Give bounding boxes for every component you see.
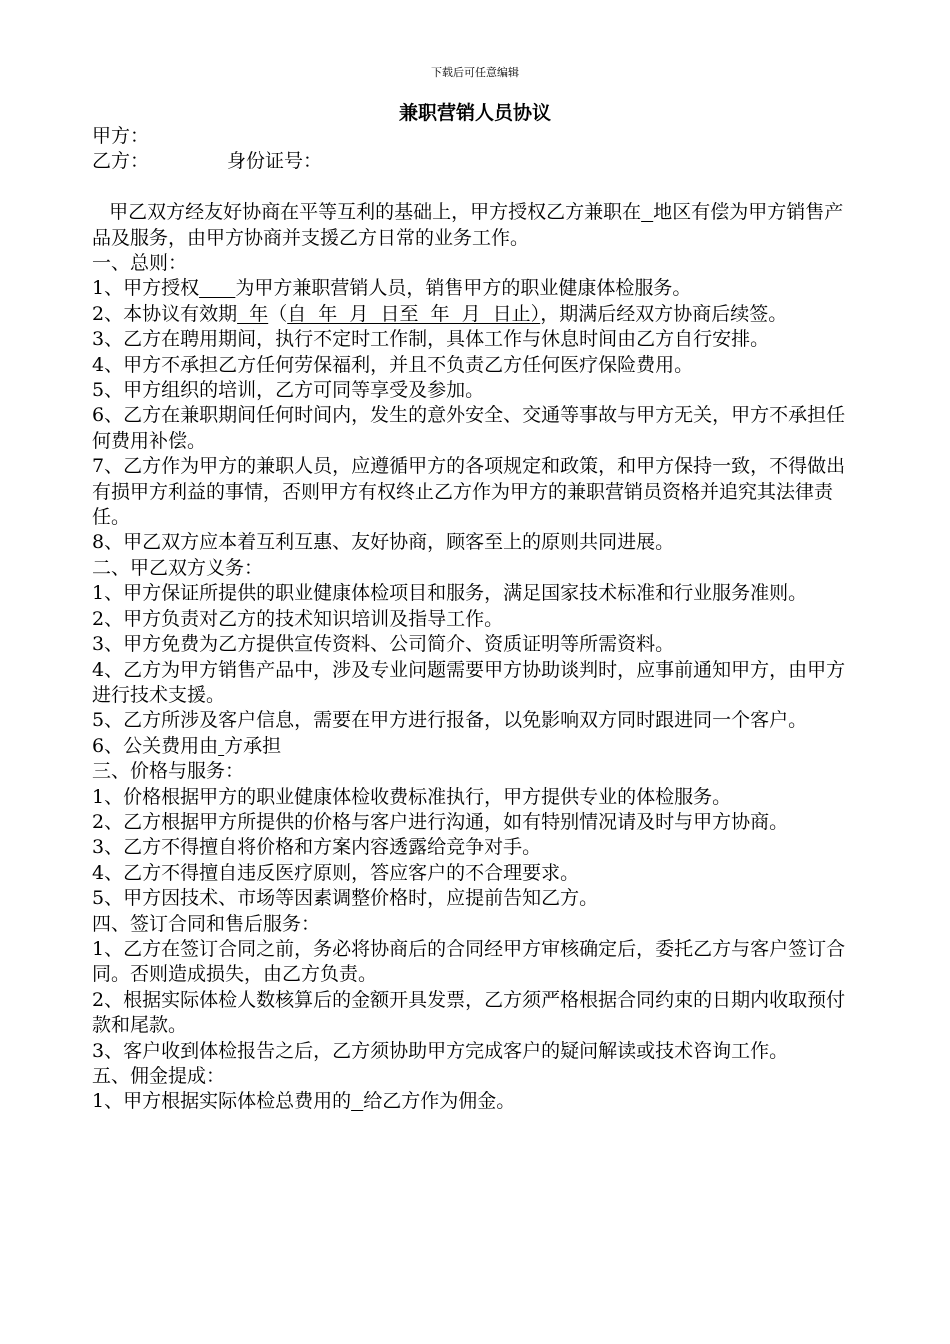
clause: 1、乙方在签订合同之前，务必将协商后的合同经甲方审核确定后，委托乙方与客户签订合同。否则造成损失，由乙方负责。 <box>92 937 846 986</box>
clause-text: 2、本协议有效期 <box>92 302 238 325</box>
clause-text: ，期满后经双方协商后续签。 <box>540 302 788 325</box>
clause: 4、乙方不得擅自违反医疗原则，答应客户的不合理要求。 <box>92 861 580 884</box>
clause: 1、甲方保证所提供的职业健康体检项目和服务，满足国家技术标准和行业服务准则。 <box>92 582 808 605</box>
clause: 5、乙方所涉及客户信息，需要在甲方进行报备，以免影响双方同时跟进同一个客户。 <box>92 709 808 732</box>
clause: 2、根据实际体检人数核算后的金额开具发票，乙方须严格根据合同约束的日期内收取预付款和尾款。 <box>92 988 846 1037</box>
clause: 1、价格根据甲方的职业健康体检收费标准执行，甲方提供专业的体检服务。 <box>92 785 732 808</box>
section-heading: 四、签订合同和售后服务： <box>92 912 321 935</box>
clause <box>92 276 860 301</box>
term-dates-blank: 自 年 月 日至 年 月 日止） <box>287 302 541 325</box>
intro-text-cont: 地区有偿为甲方销售产品及服务，由甲方协商并支援乙方日常的业务工作。 <box>92 201 844 249</box>
clause: 6、乙方在兼职期间任何时间内，发生的意外安全、交通等事故与甲方无关，甲方不承担任何费用补偿。 <box>92 404 846 452</box>
clause <box>92 734 860 759</box>
clause: 3、甲方免费为乙方提供宣传资料、公司简介、资质证明等所需资料。 <box>92 633 675 656</box>
clause-text: 给乙方作为佣金。 <box>363 1090 516 1113</box>
clause-text: （ <box>268 302 288 325</box>
header-note: 下载后可任意编辑 <box>431 66 519 79</box>
section-heading: 一、总则： <box>92 252 188 275</box>
clause <box>92 1089 860 1114</box>
clause: 5、甲方因技术、市场等因素调整价格时，应提前告知乙方。 <box>92 887 599 910</box>
authorization-blank <box>199 277 235 299</box>
clause <box>92 302 860 327</box>
clause: 2、甲方负责对乙方的技术知识培训及指导工作。 <box>92 607 504 630</box>
section-heading: 二、甲乙双方义务： <box>92 556 264 579</box>
party-b-line <box>92 149 860 174</box>
party-b-label: 乙方： <box>92 150 150 173</box>
id-number-label: 身份证号： <box>227 150 323 173</box>
intro-paragraph <box>92 200 860 251</box>
clause-text: 1、甲方授权 <box>92 277 200 300</box>
clause: 3、乙方在聘用期间，执行不定时工作制，具体工作与休息时间由乙方自行安排。 <box>92 328 770 351</box>
section-heading: 五、佣金提成： <box>92 1065 226 1088</box>
clause-text: 1、甲方根据实际体检总费用的 <box>92 1090 352 1113</box>
region-blank <box>641 201 653 223</box>
clause: 5、甲方组织的培训，乙方可同等享受及参加。 <box>92 379 485 402</box>
commission-rate-blank <box>351 1090 363 1112</box>
clause: 2、乙方根据甲方所提供的价格与客户进行沟通，如有特别情况请及时与甲方协商。 <box>92 810 789 833</box>
clause-text: 为甲方兼职营销人员，销售甲方的职业健康体检服务。 <box>235 277 692 300</box>
clause: 4、甲方不承担乙方任何劳保福利，并且不负责乙方任何医疗保险费用。 <box>92 353 694 376</box>
clause-text: 6、公关费用由 <box>92 734 219 757</box>
clause: 3、乙方不得擅自将价格和方案内容透露给竞争对手。 <box>92 836 542 859</box>
agreement-body <box>92 124 860 1115</box>
clause: 3、客户收到体检报告之后，乙方须协助甲方完成客户的疑问解读或技术咨询工作。 <box>92 1039 789 1062</box>
clause: 8、甲乙双方应本着互利互惠、友好协商，顾客至上的原则共同进展。 <box>92 531 675 554</box>
document-title: 兼职营销人员协议 <box>398 102 551 124</box>
party-a-label: 甲方： <box>92 125 150 147</box>
clause: 4、乙方为甲方销售产品中，涉及专业问题需要甲方协助谈判时，应事前通知甲方，由甲方进行技术支援。 <box>92 658 846 706</box>
clause-text: 方承担 <box>224 734 282 757</box>
clause: 7、乙方作为甲方的兼职人员，应遵循甲方的各项规定和政策，和甲方保持一致，不得做出有损甲方利益的事情，否则甲方有权终止乙方作为甲方的兼职营销员资格并追究其法律责任。 <box>92 455 846 529</box>
section-heading: 三、价格与服务： <box>92 760 245 783</box>
intro-text: 甲乙双方经友好协商在平等互利的基础上，甲方授权乙方兼职在 <box>109 201 642 224</box>
party-a-line <box>92 124 860 149</box>
term-years-blank: 年 <box>237 302 269 325</box>
